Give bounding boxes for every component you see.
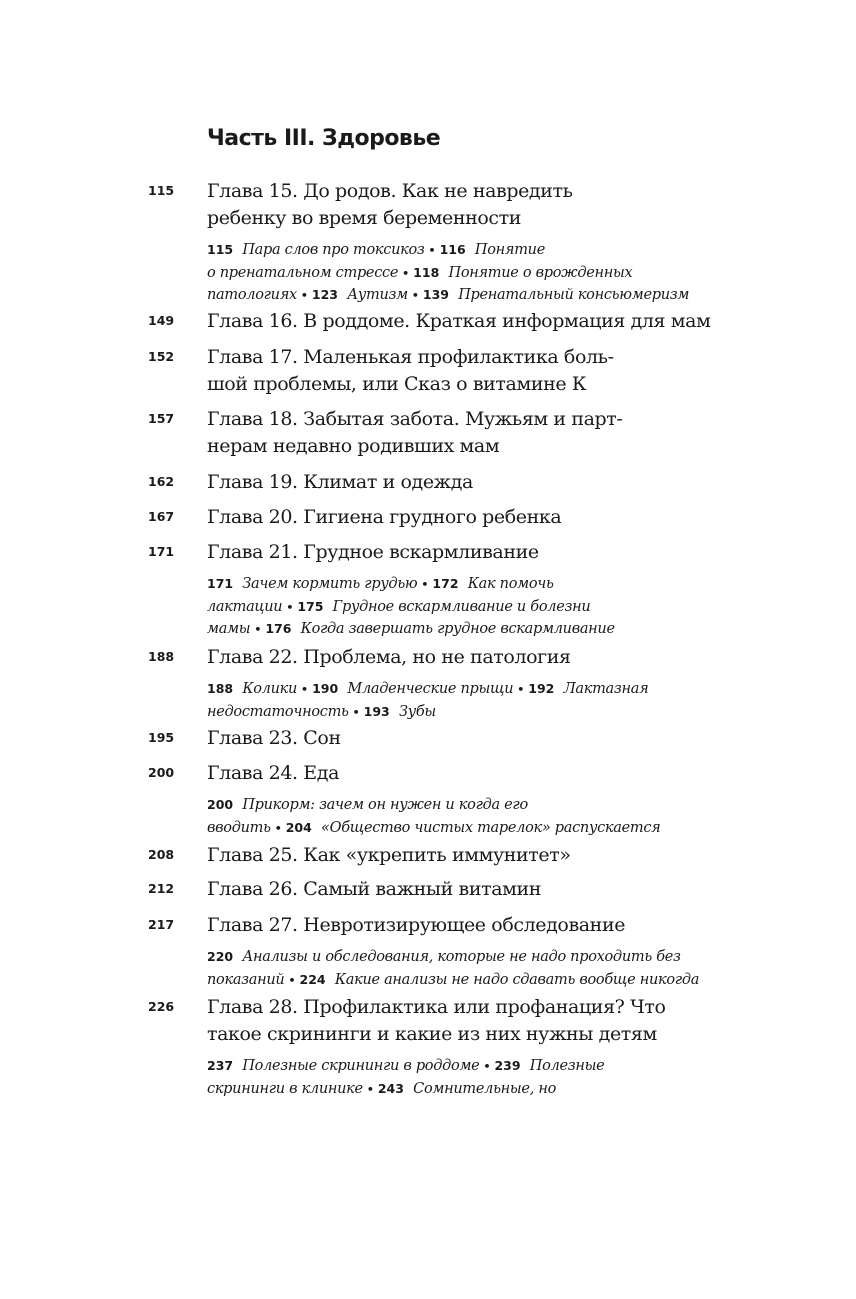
subsection-line bbox=[207, 678, 767, 701]
chapter-title-line: Глава 25. Как «укрепить иммунитет» bbox=[207, 844, 571, 866]
subsection-line bbox=[207, 573, 767, 596]
chapter-title-line: шой проблемы, или Сказ о витамине К bbox=[207, 373, 587, 395]
subsection-page-number: 188 bbox=[207, 681, 234, 696]
subsection-list bbox=[207, 239, 767, 307]
chapter-page-number: 208 bbox=[148, 847, 175, 862]
subsection-title: скрининги в клинике bbox=[207, 1080, 363, 1097]
separator-bullet: • bbox=[274, 821, 282, 835]
chapter-title bbox=[207, 912, 677, 939]
subsection-title: Колики bbox=[242, 681, 298, 697]
subsection-page-number: 192 bbox=[528, 681, 555, 696]
subsection-page-number: 243 bbox=[377, 1080, 404, 1096]
separator-bullet: • bbox=[421, 578, 429, 591]
chapter-title-line: Глава 20. Гигиена грудного ребенка bbox=[207, 506, 562, 528]
subsection-title: «Общество чистых тарелок» распускается bbox=[321, 819, 661, 836]
subsection-list bbox=[207, 573, 767, 641]
chapter-title-line: Глава 15. До родов. Как не навредить bbox=[207, 180, 573, 202]
chapter-title-line: Глава 26. Самый важный витамин bbox=[207, 878, 542, 900]
subsection-list bbox=[207, 946, 767, 991]
chapter-page-number: 226 bbox=[148, 999, 175, 1014]
chapter-page-number: 200 bbox=[148, 765, 175, 780]
chapter-title-line: Глава 18. Забытая забота. Мужьям и парт- bbox=[207, 408, 623, 430]
subsection-title: Понятие о врожденных bbox=[448, 264, 633, 281]
subsection-page-number: 115 bbox=[207, 242, 234, 257]
subsection-title: Зачем кормить грудью bbox=[242, 576, 418, 592]
chapter-title-line: Глава 17. Маленькая профилактика боль- bbox=[207, 346, 614, 368]
chapter-title bbox=[207, 994, 677, 1048]
subsection-line bbox=[207, 618, 767, 641]
subsection-title: Лактазная bbox=[563, 681, 649, 697]
chapter-title bbox=[207, 725, 677, 752]
subsection-line bbox=[207, 239, 767, 262]
separator-bullet: • bbox=[366, 1082, 374, 1096]
chapter-title-line: Глава 22. Проблема, но не патология bbox=[207, 646, 571, 668]
chapter-title-line: Глава 28. Профилактика или профанация? Что bbox=[207, 996, 666, 1018]
subsection-title: Как помочь bbox=[467, 576, 554, 592]
subsection-line bbox=[207, 284, 767, 307]
chapter-title bbox=[207, 344, 677, 398]
chapter-title bbox=[207, 178, 677, 232]
chapter-title bbox=[207, 760, 677, 787]
subsection-title: показаний bbox=[207, 971, 285, 988]
subsection-title: Полезные скрининги в роддоме bbox=[242, 1058, 480, 1074]
separator-bullet: • bbox=[254, 623, 262, 636]
subsection-title: Какие анализы не надо сдавать вообще никогда bbox=[334, 971, 700, 988]
separator-bullet: • bbox=[352, 705, 360, 719]
separator-bullet: • bbox=[402, 266, 410, 280]
chapter-title-line: Глава 23. Сон bbox=[207, 727, 341, 749]
subsection-page-number: 220 bbox=[207, 949, 234, 964]
chapter-title bbox=[207, 876, 677, 903]
subsection-line bbox=[207, 1055, 767, 1078]
chapter-title bbox=[207, 539, 677, 566]
subsection-line bbox=[207, 794, 767, 817]
subsection-page-number: 118 bbox=[413, 264, 440, 280]
part-title: Часть III. Здоровье bbox=[207, 126, 441, 151]
separator-bullet: • bbox=[411, 289, 419, 302]
subsection-line bbox=[207, 817, 767, 840]
subsection-list bbox=[207, 1055, 767, 1100]
subsection-title: вводить bbox=[207, 819, 271, 836]
subsection-title: Младенческие прыщи bbox=[347, 681, 514, 697]
subsection-line bbox=[207, 701, 767, 724]
subsection-page-number: 176 bbox=[265, 621, 292, 636]
chapter-page-number: 152 bbox=[148, 349, 175, 364]
subsection-list bbox=[207, 678, 767, 723]
chapter-title-line: нерам недавно родивших мам bbox=[207, 435, 500, 457]
subsection-page-number: 139 bbox=[422, 287, 449, 302]
chapter-page-number: 195 bbox=[148, 730, 175, 745]
chapter-title-line: Глава 27. Невротизирующее обследование bbox=[207, 914, 626, 936]
subsection-title: Аутизм bbox=[347, 287, 408, 303]
subsection-title: Когда завершать грудное вскармливание bbox=[300, 621, 615, 637]
subsection-page-number: 175 bbox=[297, 598, 324, 614]
subsection-line bbox=[207, 969, 767, 992]
subsection-line bbox=[207, 946, 767, 969]
subsection-page-number: 239 bbox=[494, 1058, 521, 1073]
subsection-page-number: 123 bbox=[311, 287, 338, 302]
subsection-title: Прикорм: зачем он нужен и когда его bbox=[242, 797, 528, 813]
subsection-page-number: 200 bbox=[207, 797, 234, 812]
chapter-page-number: 188 bbox=[148, 649, 175, 664]
subsection-page-number: 193 bbox=[363, 703, 390, 719]
subsection-page-number: 172 bbox=[432, 576, 459, 591]
chapter-page-number: 212 bbox=[148, 881, 175, 896]
subsection-title: Понятие bbox=[474, 242, 545, 258]
chapter-title bbox=[207, 644, 677, 671]
chapter-page-number: 167 bbox=[148, 509, 175, 524]
subsection-page-number: 224 bbox=[299, 971, 326, 987]
subsection-title: Полезные bbox=[529, 1058, 605, 1074]
subsection-page-number: 116 bbox=[439, 242, 466, 257]
chapter-title bbox=[207, 308, 711, 335]
subsection-list bbox=[207, 794, 767, 839]
subsection-title: Пара слов про токсикоз bbox=[242, 242, 425, 258]
chapter-title-line: ребенку во время беременности bbox=[207, 207, 522, 229]
chapter-title bbox=[207, 469, 677, 496]
separator-bullet: • bbox=[483, 1060, 491, 1073]
chapter-title-line: Глава 16. В роддоме. Краткая информация для мам bbox=[207, 310, 711, 332]
subsection-page-number: 171 bbox=[207, 576, 234, 591]
subsection-title: Зубы bbox=[398, 703, 436, 720]
subsection-page-number: 237 bbox=[207, 1058, 234, 1073]
separator-bullet: • bbox=[301, 683, 309, 696]
subsection-title: о пренатальном стрессе bbox=[207, 264, 399, 281]
chapter-page-number: 157 bbox=[148, 411, 175, 426]
chapter-page-number: 149 bbox=[148, 313, 175, 328]
subsection-title: недостаточность bbox=[207, 703, 349, 720]
separator-bullet: • bbox=[288, 973, 296, 987]
subsection-line bbox=[207, 596, 767, 619]
subsection-title: патологиях bbox=[207, 287, 297, 303]
chapter-page-number: 171 bbox=[148, 544, 175, 559]
separator-bullet: • bbox=[428, 244, 436, 257]
chapter-title bbox=[207, 406, 677, 460]
chapter-page-number: 115 bbox=[148, 183, 175, 198]
chapter-title bbox=[207, 504, 677, 531]
chapter-title bbox=[207, 842, 677, 869]
subsection-title: мамы bbox=[207, 621, 251, 637]
chapter-title-line: Глава 19. Климат и одежда bbox=[207, 471, 473, 493]
subsection-page-number: 190 bbox=[312, 681, 339, 696]
subsection-title: Грудное вскармливание и болезни bbox=[332, 598, 591, 615]
subsection-line bbox=[207, 262, 767, 285]
chapter-title-line: Глава 21. Грудное вскармливание bbox=[207, 541, 539, 563]
subsection-page-number: 204 bbox=[285, 819, 312, 835]
chapter-page-number: 162 bbox=[148, 474, 175, 489]
chapter-title-line: такое скрининги и какие из них нужны детям bbox=[207, 1023, 657, 1045]
separator-bullet: • bbox=[286, 600, 294, 614]
chapter-title-line: Глава 24. Еда bbox=[207, 762, 339, 784]
subsection-title: лактации bbox=[207, 598, 283, 615]
chapter-page-number: 217 bbox=[148, 917, 175, 932]
subsection-title: Пренатальный консьюмеризм bbox=[458, 287, 690, 303]
subsection-line bbox=[207, 1078, 767, 1101]
subsection-title: Сомнительные, но bbox=[413, 1080, 557, 1097]
separator-bullet: • bbox=[517, 683, 525, 696]
separator-bullet: • bbox=[300, 289, 308, 302]
subsection-title: Анализы и обследования, которые не надо проходить без bbox=[242, 949, 681, 965]
